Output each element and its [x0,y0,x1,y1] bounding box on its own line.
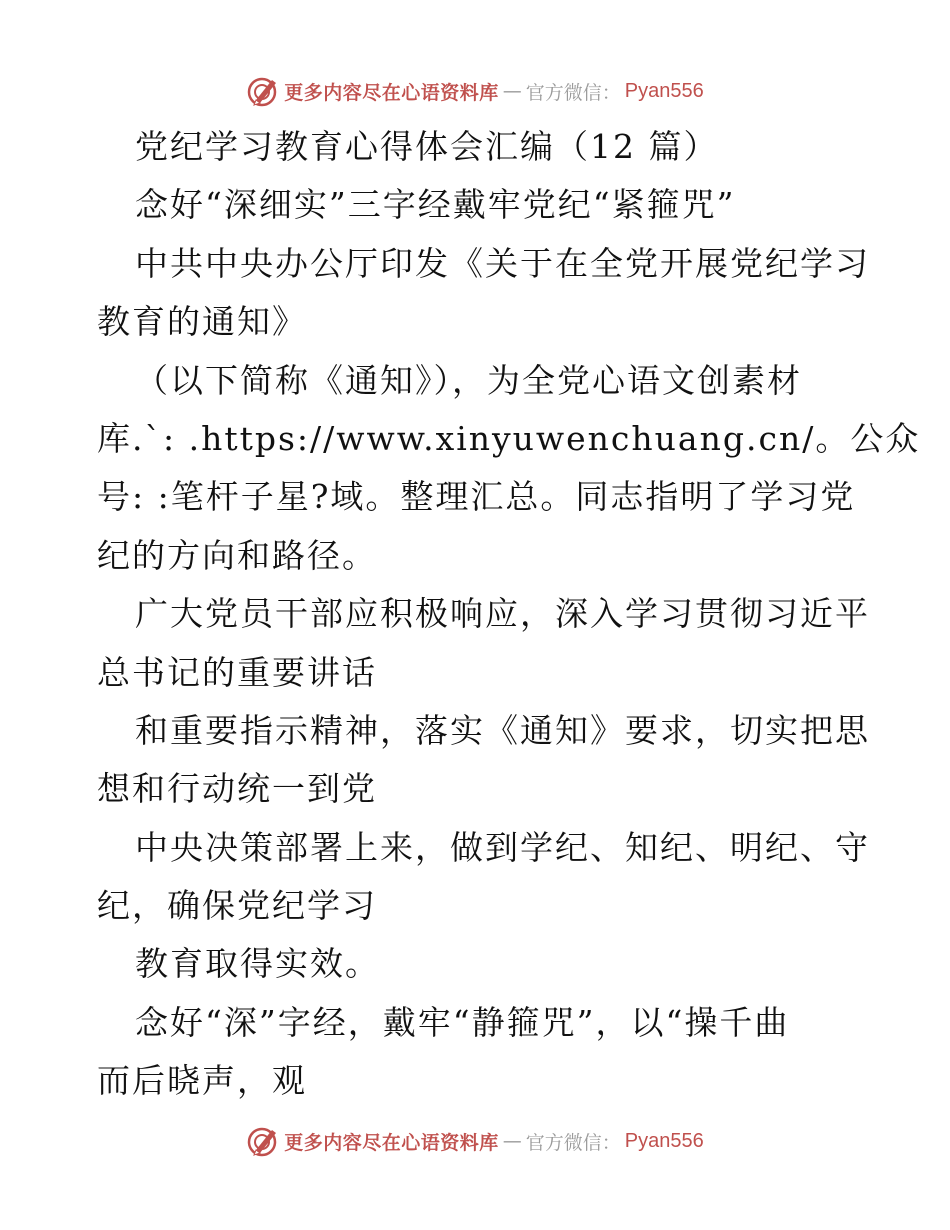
paragraph-line: 库.`: .https://www.xinyuwenchuang.cn/。公众 [97,418,921,458]
header-banner [0,71,950,111]
paragraph-line: 广大党员干部应积极响应，深入学习贯彻习近平 [135,594,870,634]
document-title: 党纪学习教育心得体会汇编（12 篇） [135,127,719,166]
pen-logo-icon [246,74,280,108]
pen-logo-icon [246,1124,280,1158]
paragraph-line: （以下简称《通知》），为全党心语文创素材 [135,360,802,400]
header-wechat-id: Pyan556 [624,79,704,102]
paragraph-line: 纪的方向和路径。 [97,535,377,575]
paragraph-line: 教育取得实效。 [135,944,380,984]
header-site-text: 更多内容尽在心语资料库 [284,81,499,104]
header-wechat-label: 官方微信： [525,81,621,104]
footer-wechat-label: 官方微信： [525,1131,621,1154]
document-body [97,118,921,1111]
paragraph-line: 念好“深”字经，戴牢“静箍咒”，以“操千曲 [135,1002,790,1042]
paragraph-line: 而后晓声，观 [97,1061,307,1101]
footer-separator: — [502,1130,522,1152]
paragraph-line: 教育的通知》 [97,302,307,342]
paragraph-line: 中央决策部署上来，做到学纪、知纪、明纪、守 [135,827,870,867]
paragraph-line: 纪，确保党纪学习 [97,886,377,926]
paragraph-line: 中共中央办公厅印发《关于在全党开展党纪学习 [135,243,870,283]
paragraph-line: 号: :笔杆子星?域。整理汇总。同志指明了学习党 [97,477,856,517]
header-separator: — [502,80,522,102]
footer-wechat-id: Pyan556 [624,1129,704,1152]
footer-banner [0,1121,950,1161]
paragraph-line: 总书记的重要讲话 [97,652,377,692]
paragraph-line: 和重要指示精神，落实《通知》要求，切实把思 [135,710,870,750]
paragraph-line: 想和行动统一到党 [97,769,377,809]
document-subtitle: 念好“深细实”三字经戴牢党纪“紧箍咒” [135,185,736,225]
footer-site-text: 更多内容尽在心语资料库 [284,1131,499,1154]
